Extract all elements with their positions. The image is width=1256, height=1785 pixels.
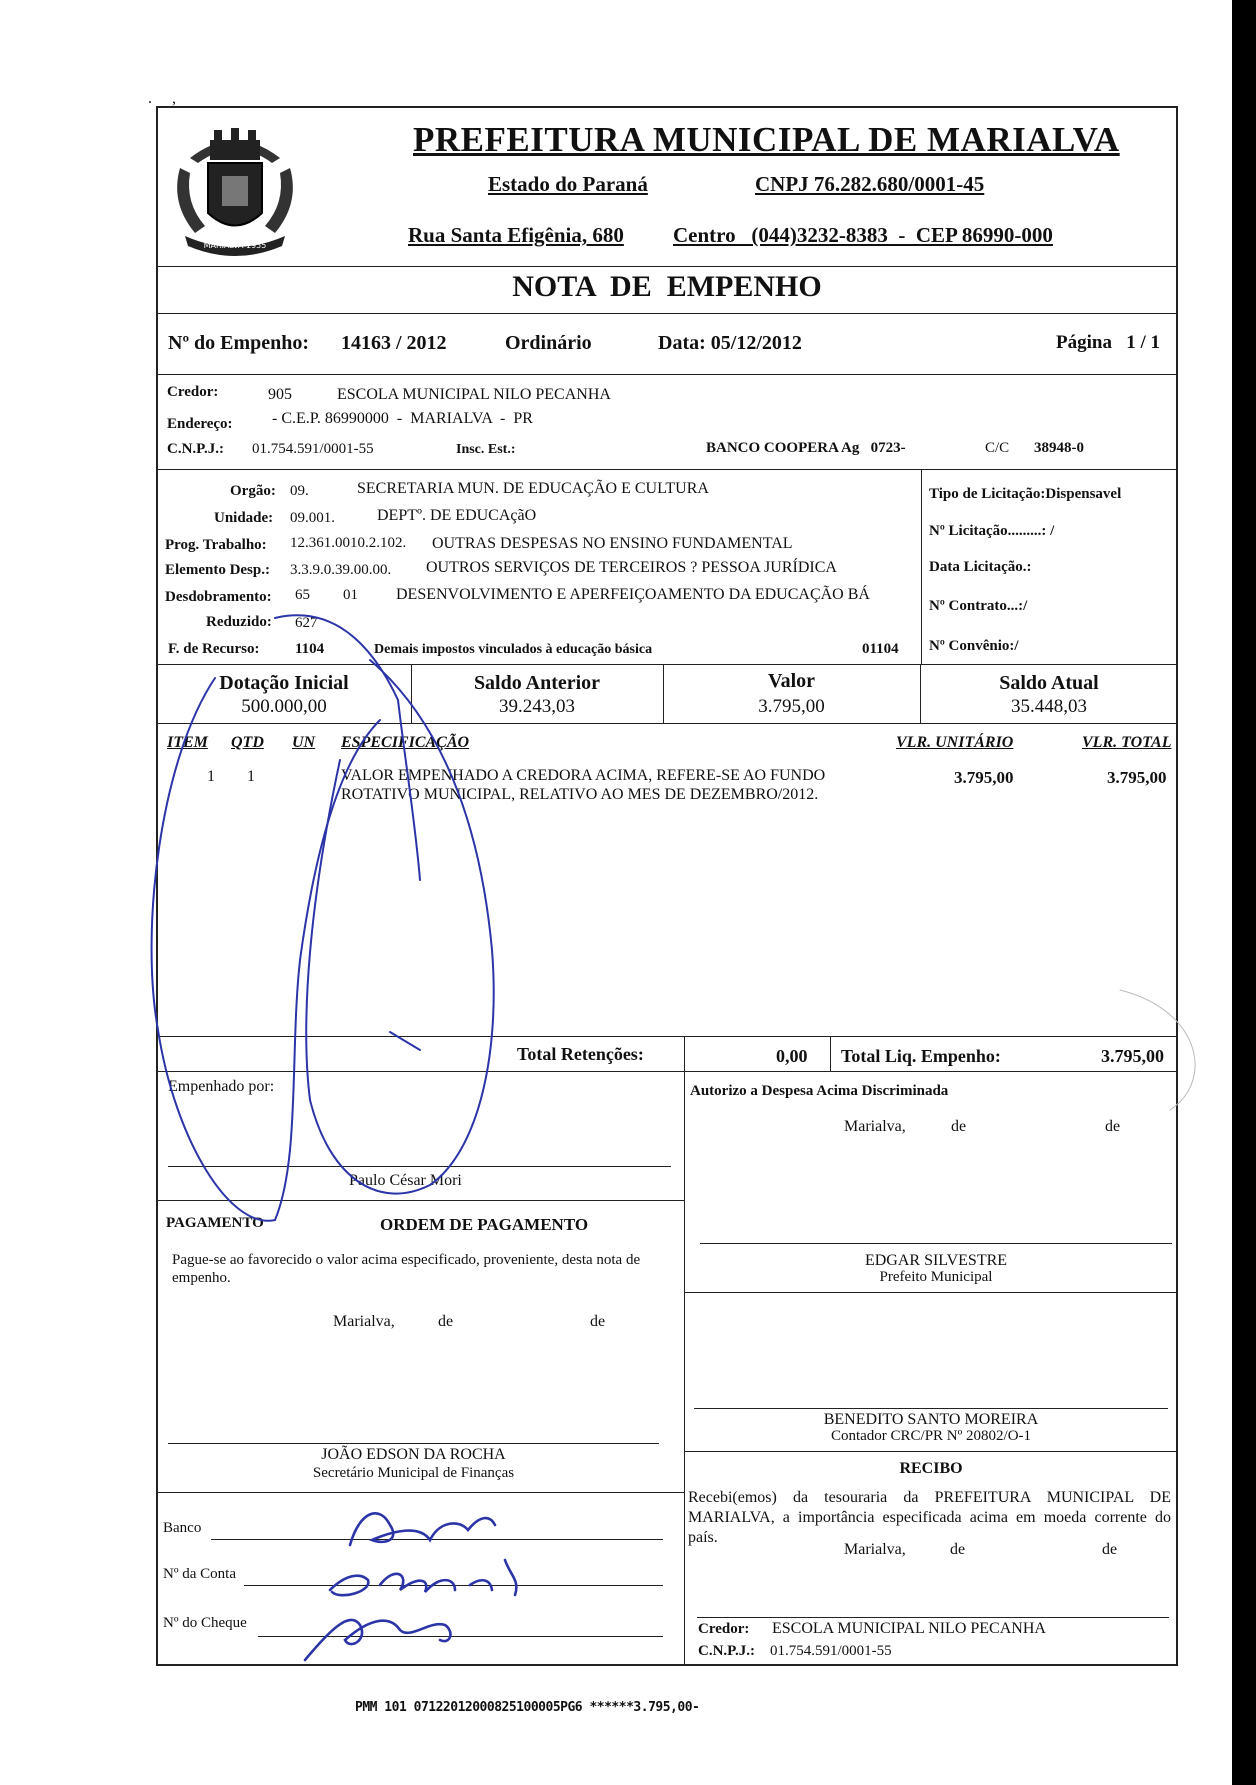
- footer-code: PMM 101 07122012000825100005PG6 ******3.795,00-: [355, 1700, 700, 1715]
- prog-name: OUTRAS DESPESAS NO ENSINO FUNDAMENTAL: [432, 535, 793, 552]
- empenhado-name: Paulo César Mori: [349, 1172, 462, 1189]
- unidade-name: DEPTº. DE EDUCAçãO: [377, 507, 537, 524]
- empenho-type: Ordinário: [505, 332, 592, 354]
- svg-text:MARIALVA 1955: MARIALVA 1955: [203, 241, 267, 250]
- reduzido-value: 627: [295, 615, 318, 631]
- orgao-name: SECRETARIA MUN. DE EDUCAÇÃO E CULTURA: [357, 480, 709, 497]
- retencoes-value: 0,00: [776, 1046, 808, 1066]
- credor-name: ESCOLA MUNICIPAL NILO PECANHA: [337, 386, 611, 403]
- conta-label: Nº da Conta: [163, 1566, 236, 1582]
- pagamento-label: PAGAMENTO: [166, 1215, 264, 1231]
- pen-stroke: [1120, 990, 1195, 1110]
- cc-label: C/C: [985, 440, 1010, 456]
- pagamento-title: ORDEM DE PAGAMENTO: [380, 1215, 589, 1234]
- pagamento-de2: de: [590, 1313, 606, 1330]
- credor-label: Credor:: [167, 384, 219, 400]
- autorizo-label: Autorizo a Despesa Acima Discriminada: [690, 1083, 949, 1099]
- document-title: NOTA DE EMPENHO: [512, 270, 822, 303]
- banco-label: Banco: [163, 1520, 202, 1536]
- insc-label: Insc. Est.:: [456, 442, 516, 457]
- unidade-code: 09.001.: [290, 510, 335, 526]
- recibo-credor-label: Credor:: [698, 1621, 750, 1637]
- autorizo-place: Marialva,: [844, 1118, 906, 1135]
- recibo-cnpj-value: 01.754.591/0001-55: [770, 1643, 892, 1659]
- licitacao-contrato: Nº Contrato...:/: [929, 598, 1028, 614]
- col-espec: ESPECIFICAÇÃO: [341, 734, 470, 751]
- autorizo-de1: de: [951, 1118, 967, 1135]
- cnpj-value: 01.754.591/0001-55: [252, 441, 374, 457]
- atual-value: 35.448,03: [1011, 696, 1087, 717]
- header-street: Rua Santa Efigênia, 680: [408, 223, 624, 247]
- header-address: Centro (044)3232-8383 - CEP 86990-000: [673, 223, 1053, 247]
- recibo-de2: de: [1102, 1541, 1118, 1558]
- elemento-name: OUTROS SERVIÇOS DE TERCEIROS ? PESSOA JURÍDICA: [426, 559, 837, 576]
- cheque-label: Nº do Cheque: [163, 1615, 247, 1631]
- col-qtd: QTD: [231, 734, 264, 751]
- prog-label: Prog. Trabalho:: [165, 537, 267, 553]
- recibo-text: Recebi(emos) da tesouraria da PREFEITURA MUNICIPAL DE MARIALVA, a importância especificada acima em moeda corrente do país.: [688, 1489, 1171, 1546]
- secretario-title: Secretário Municipal de Finanças: [312, 1465, 515, 1481]
- empenho-number: 14163 / 2012: [341, 332, 447, 354]
- page-number: Página 1 / 1: [1056, 332, 1160, 353]
- elemento-code: 3.3.9.0.39.00.00.: [290, 562, 392, 578]
- prefeito-title: Prefeito Municipal: [879, 1269, 993, 1285]
- item-desc-line2: ROTATIVO MUNICIPAL, RELATIVO AO MES DE DEZEMBRO/2012.: [341, 786, 819, 803]
- empenho-date: Data: 05/12/2012: [658, 332, 802, 354]
- desdob-name: DESENVOLVIMENTO E APERFEIÇOAMENTO DA EDUCAÇÃO BÁ: [396, 586, 870, 603]
- conta-signature: [330, 1560, 516, 1595]
- recibo-place: Marialva,: [844, 1541, 906, 1558]
- elemento-label: Elemento Desp.:: [165, 562, 270, 578]
- header-state: Estado do Paraná: [488, 172, 648, 196]
- pen-stroke: [275, 615, 398, 700]
- empenhado-label: Empenhado por:: [168, 1078, 275, 1095]
- pen-stroke: [398, 700, 420, 880]
- pen-stroke: [152, 678, 380, 1221]
- item-qtd: 1: [247, 768, 255, 785]
- scan-specks: . ,: [148, 90, 176, 107]
- credor-code: 905: [268, 386, 292, 403]
- prog-code: 12.361.0010.2.102.: [290, 535, 407, 551]
- header-title: PREFEITURA MUNICIPAL DE MARIALVA: [413, 120, 1120, 159]
- orgao-code: 09.: [290, 483, 309, 499]
- dotacao-label: Dotação Inicial: [219, 672, 349, 694]
- empenho-label: Nº do Empenho:: [168, 332, 310, 354]
- autorizo-de2: de: [1105, 1118, 1121, 1135]
- banco-signature: [350, 1513, 495, 1545]
- orgao-label: Orgão:: [230, 483, 276, 499]
- recibo-de1: de: [950, 1541, 966, 1558]
- licitacao-data: Data Licitação.:: [929, 559, 1032, 575]
- col-un: UN: [292, 734, 316, 751]
- retencoes-label: Total Retenções:: [517, 1044, 644, 1064]
- unidade-label: Unidade:: [214, 510, 274, 526]
- cheque-signature: [305, 1620, 450, 1660]
- endereco-value: - C.E.P. 86990000 - MARIALVA - PR: [272, 410, 533, 427]
- anterior-value: 39.243,03: [499, 696, 575, 717]
- licitacao-numero: Nº Licitação.........: /: [929, 523, 1055, 539]
- recurso-name: Demais impostos vinculados à educação básica: [374, 642, 653, 657]
- recurso-label: F. de Recurso:: [168, 641, 260, 657]
- contador-title: Contador CRC/PR Nº 20802/O-1: [830, 1428, 1032, 1444]
- dotacao-value: 500.000,00: [241, 696, 327, 717]
- recurso-num: 01104: [862, 641, 899, 657]
- contador-name: BENEDITO SANTO MOREIRA: [823, 1411, 1039, 1428]
- col-total: VLR. TOTAL: [1082, 734, 1172, 751]
- prefeito-name: EDGAR SILVESTRE: [864, 1252, 1008, 1269]
- banco-value: BANCO COOPERA Ag 0723-: [706, 440, 906, 456]
- header-cnpj: CNPJ 76.282.680/0001-45: [755, 172, 985, 196]
- licitacao-tipo: Tipo de Licitação:Dispensavel: [929, 486, 1122, 502]
- item-unit-value: 3.795,00: [954, 768, 1014, 787]
- desdob-label: Desdobramento:: [165, 589, 272, 605]
- item-desc-line1: VALOR EMPENHADO A CREDORA ACIMA, REFERE-SE AO FUNDO: [341, 767, 826, 784]
- licitacao-convenio: Nº Convênio:/: [929, 638, 1019, 654]
- atual-label: Saldo Atual: [999, 672, 1099, 694]
- item-number: 1: [207, 768, 215, 785]
- liquido-label: Total Liq. Empenho:: [841, 1046, 1001, 1066]
- recibo-title: RECIBO: [899, 1460, 963, 1477]
- pagamento-de1: de: [438, 1313, 454, 1330]
- valor-value: 3.795,00: [758, 696, 825, 717]
- endereco-label: Endereço:: [167, 416, 233, 432]
- pen-stroke: [306, 660, 493, 1194]
- pen-stroke: [390, 1032, 420, 1050]
- col-unit: VLR. UNITÁRIO: [896, 734, 1014, 751]
- item-total-value: 3.795,00: [1107, 768, 1167, 787]
- desdob-code1: 65: [295, 587, 310, 603]
- reduzido-label: Reduzido:: [206, 614, 272, 630]
- liquido-value: 3.795,00: [1101, 1046, 1164, 1066]
- col-item: ITEM: [167, 734, 208, 751]
- pagamento-text: Pague-se ao favorecido o valor acima especificado, proveniente, desta nota de empenho.: [172, 1252, 641, 1286]
- recurso-code: 1104: [295, 641, 325, 657]
- cc-value: 38948-0: [1034, 440, 1084, 456]
- pagamento-place: Marialva,: [333, 1313, 395, 1330]
- secretario-name: JOÃO EDSON DA ROCHA: [321, 1446, 506, 1463]
- valor-label: Valor: [767, 670, 816, 692]
- recibo-cnpj-label: C.N.P.J.:: [698, 1643, 755, 1659]
- anterior-label: Saldo Anterior: [473, 672, 601, 694]
- desdob-code2: 01: [343, 587, 358, 603]
- recibo-credor-name: ESCOLA MUNICIPAL NILO PECANHA: [772, 1620, 1046, 1637]
- scan-edge: [1232, 0, 1256, 1785]
- cnpj-label: C.N.P.J.:: [167, 441, 224, 457]
